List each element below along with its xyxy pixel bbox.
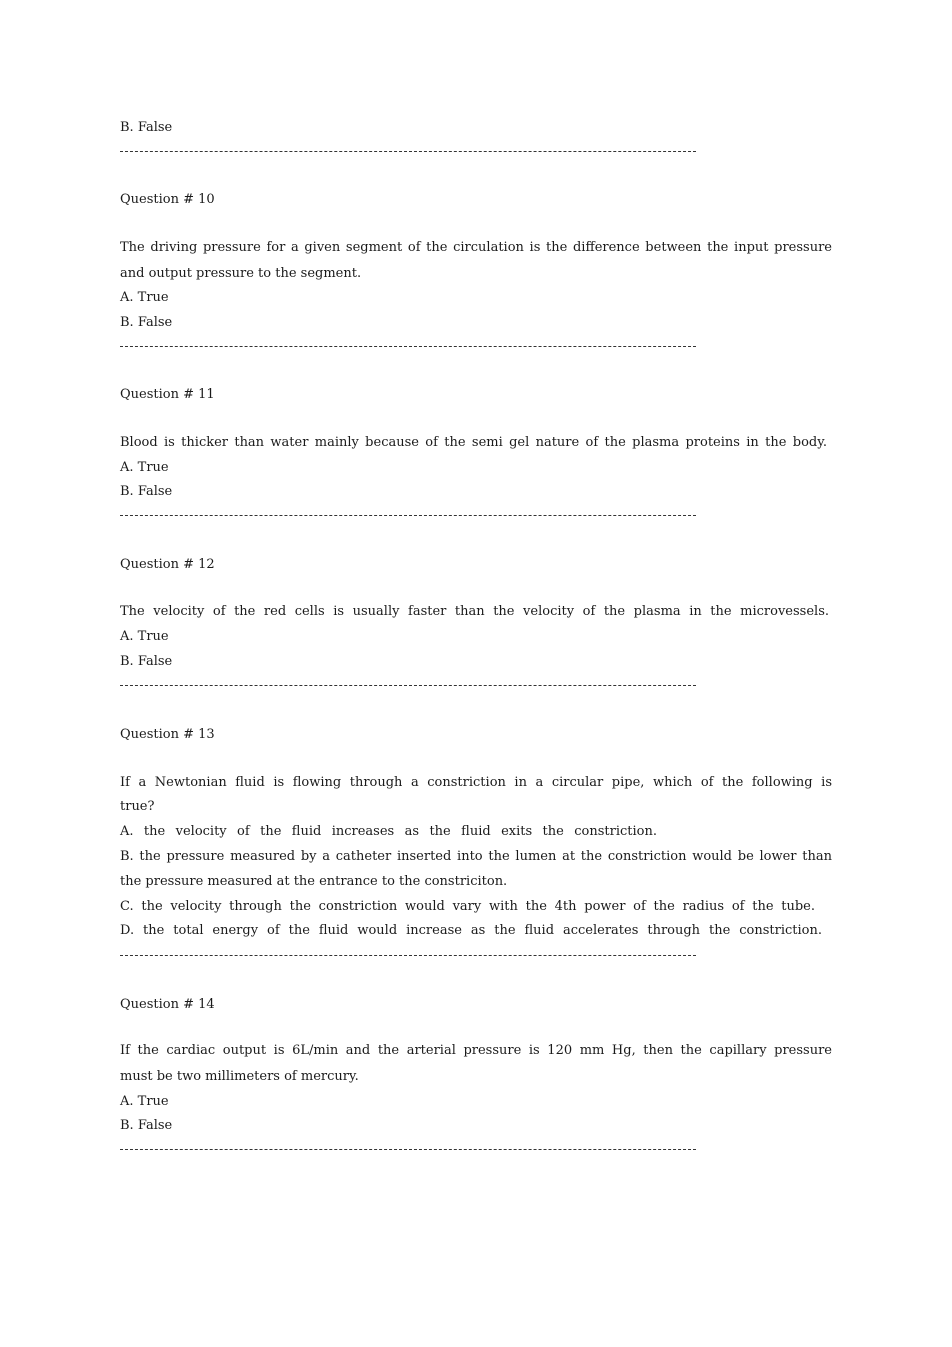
q12-option-a: A. True bbox=[120, 629, 169, 644]
q11-option-a: A. True bbox=[120, 460, 169, 475]
separator bbox=[120, 515, 696, 516]
separator bbox=[120, 955, 696, 956]
q13-option-b-cont: the pressure measured at the entrance to the constriciton. bbox=[120, 874, 508, 889]
q11-text: Blood is thicker than water mainly because of the semi gel nature of the plasma proteins in the body. bbox=[120, 435, 827, 450]
q10-text: The driving pressure for a given segment of the circulation is the difference between the input pressure bbox=[120, 240, 832, 255]
q13-option-b: B. the pressure measured by a catheter inserted into the lumen at the constriction would be lower than bbox=[120, 849, 832, 864]
q14-heading: Question # 14 bbox=[120, 997, 215, 1012]
q14-text: If the cardiac output is 6L/min and the arterial pressure is 120 mm Hg, then the capillary pressure bbox=[120, 1043, 832, 1058]
q12-text: The velocity of the red cells is usually faster than the velocity of the plasma in the microvessels. bbox=[120, 604, 829, 619]
q12-heading: Question # 12 bbox=[120, 557, 215, 572]
q13-option-c: C. the velocity through the constriction would vary with the 4th power of the radius of the tube. bbox=[120, 899, 815, 914]
q11-heading: Question # 11 bbox=[120, 387, 215, 402]
q14-option-a: A. True bbox=[120, 1094, 169, 1109]
separator bbox=[120, 685, 696, 686]
q10-option-b: B. False bbox=[120, 315, 173, 330]
q13-text: If a Newtonian fluid is flowing through a constriction in a circular pipe, which of the following is bbox=[120, 775, 832, 790]
q14-option-b: B. False bbox=[120, 1118, 173, 1133]
separator bbox=[120, 1149, 696, 1150]
q10-option-a: A. True bbox=[120, 290, 169, 305]
q11-option-b: B. False bbox=[120, 484, 173, 499]
separator bbox=[120, 346, 696, 347]
q14-text-cont: must be two millimeters of mercury. bbox=[120, 1069, 359, 1084]
q10-heading: Question # 10 bbox=[120, 192, 215, 207]
q12-option-b: B. False bbox=[120, 654, 173, 669]
q10-text-cont: and output pressure to the segment. bbox=[120, 266, 362, 281]
q9-option-b: B. False bbox=[120, 120, 173, 135]
q13-text-cont: true? bbox=[120, 799, 155, 814]
q13-option-a: A. the velocity of the fluid increases as the fluid exits the constriction. bbox=[120, 824, 657, 839]
separator bbox=[120, 151, 696, 152]
q13-heading: Question # 13 bbox=[120, 727, 215, 742]
q13-option-d: D. the total energy of the fluid would increase as the fluid accelerates through the constriction. bbox=[120, 923, 822, 938]
